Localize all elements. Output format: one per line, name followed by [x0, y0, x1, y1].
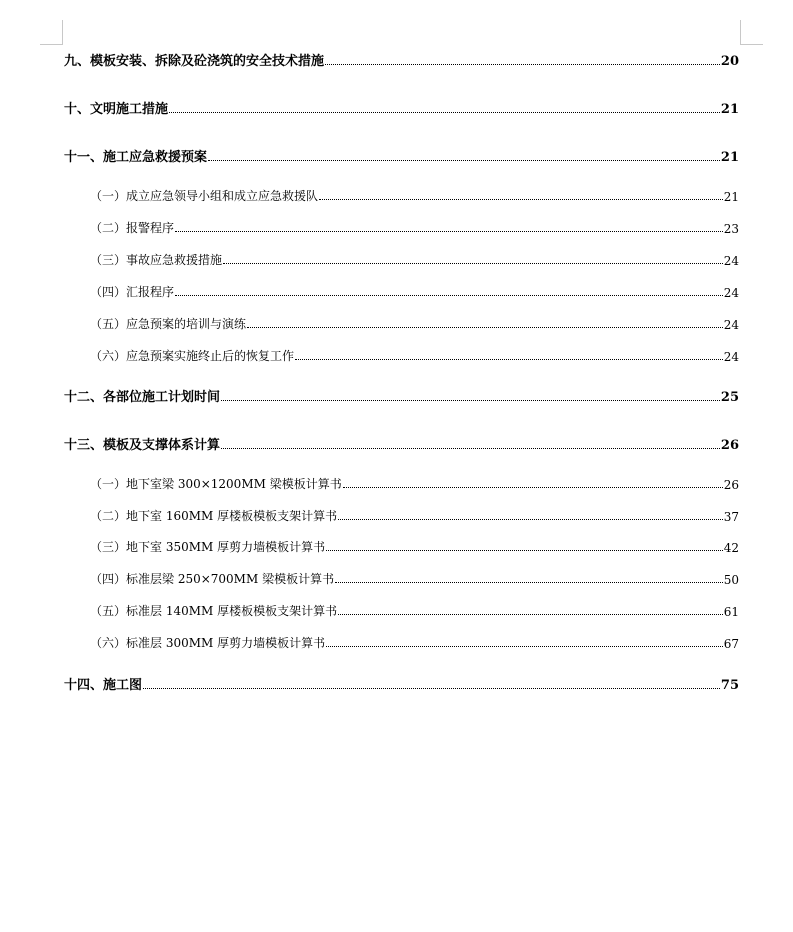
- toc-entry[interactable]: [0, 219, 793, 236]
- toc-entry-title: （五）标准层 140MM 厚楼板模板支架计算书: [90, 604, 338, 618]
- dot-leader: [326, 645, 723, 647]
- toc-entry-title: （四）标准层梁 250×700MM 梁模板计算书: [90, 572, 335, 586]
- toc-entry-page: 21: [723, 190, 739, 204]
- toc-entry-title: 十、文明施工措施: [64, 102, 169, 117]
- toc-entry-page: 24: [723, 254, 739, 268]
- toc-entry[interactable]: [0, 50, 793, 69]
- toc-entry-title: （三）地下室 350MM 厚剪力墙模板计算书: [90, 540, 326, 554]
- toc-entry[interactable]: [0, 315, 793, 332]
- toc-entry-title: 十三、模板及支撑体系计算: [64, 438, 221, 453]
- toc-entry-title: （三）事故应急救援措施: [90, 253, 223, 267]
- toc-entry-title: 十一、施工应急救援预案: [64, 150, 208, 165]
- toc-entry[interactable]: [0, 570, 793, 587]
- toc-entry-page: 37: [723, 510, 739, 524]
- toc-entry-page: 26: [720, 438, 739, 453]
- toc-entry-page: 61: [723, 605, 739, 619]
- toc-entry[interactable]: [0, 507, 793, 524]
- toc-entry[interactable]: [0, 538, 793, 555]
- dot-leader: [169, 111, 720, 113]
- toc-entry-title: （六）应急预案实施终止后的恢复工作: [90, 349, 295, 363]
- toc-entry[interactable]: [0, 386, 793, 405]
- toc-entry[interactable]: [0, 98, 793, 117]
- dot-leader: [338, 613, 723, 615]
- toc-entry-page: 21: [720, 150, 739, 165]
- toc-entry-page: 24: [723, 318, 739, 332]
- toc-entry[interactable]: [0, 602, 793, 619]
- dot-leader: [295, 358, 723, 360]
- dot-leader: [338, 518, 723, 520]
- toc-entry[interactable]: [0, 283, 793, 300]
- toc-entry[interactable]: [0, 146, 793, 165]
- toc-entry-title: 十四、施工图: [64, 678, 143, 693]
- toc-entry-title: （五）应急预案的培训与演练: [90, 317, 247, 331]
- toc-entry-page: 26: [723, 478, 739, 492]
- dot-leader: [221, 399, 720, 401]
- dot-leader: [343, 486, 723, 488]
- toc-entry[interactable]: [0, 347, 793, 364]
- dot-leader: [143, 687, 720, 689]
- toc-entry[interactable]: [0, 475, 793, 492]
- toc-entry-title: 十二、各部位施工计划时间: [64, 390, 221, 405]
- toc-entry[interactable]: [0, 251, 793, 268]
- toc-entry[interactable]: [0, 187, 793, 204]
- toc-entry-title: 九、模板安装、拆除及砼浇筑的安全技术措施: [64, 54, 325, 69]
- toc-entry-page: 25: [720, 390, 739, 405]
- toc-entry-page: 50: [723, 573, 739, 587]
- dot-leader: [247, 326, 723, 328]
- dot-leader: [175, 294, 723, 296]
- toc-entry-title: （四）汇报程序: [90, 285, 175, 299]
- dot-leader: [326, 549, 723, 551]
- toc-entry-title: （一）地下室梁 300×1200MM 梁模板计算书: [90, 477, 342, 491]
- dot-leader: [208, 159, 720, 161]
- toc-entry-title: （六）标准层 300MM 厚剪力墙模板计算书: [90, 636, 326, 650]
- toc-entry-page: 42: [723, 541, 739, 555]
- toc-entry-title: （一）成立应急领导小组和成立应急救援队: [90, 189, 319, 203]
- toc-entry-page: 67: [723, 637, 739, 651]
- dot-leader: [175, 230, 723, 232]
- dot-leader: [335, 581, 723, 583]
- dot-leader: [325, 63, 720, 65]
- toc-entry-page: 20: [720, 54, 739, 69]
- toc-entry-page: 23: [723, 222, 739, 236]
- toc-entry-page: 24: [723, 286, 739, 300]
- dot-leader: [221, 447, 720, 449]
- toc-entry[interactable]: [0, 634, 793, 651]
- toc-entry-page: 21: [720, 102, 739, 117]
- toc-entry[interactable]: [0, 674, 793, 693]
- toc-entry-title: （二）地下室 160MM 厚楼板模板支架计算书: [90, 509, 338, 523]
- dot-leader: [319, 198, 723, 200]
- dot-leader: [223, 262, 723, 264]
- toc-entry[interactable]: [0, 434, 793, 453]
- toc-entry-page: 24: [723, 350, 739, 364]
- toc-entry-page: 75: [720, 678, 739, 693]
- toc-entry-title: （二）报警程序: [90, 221, 175, 235]
